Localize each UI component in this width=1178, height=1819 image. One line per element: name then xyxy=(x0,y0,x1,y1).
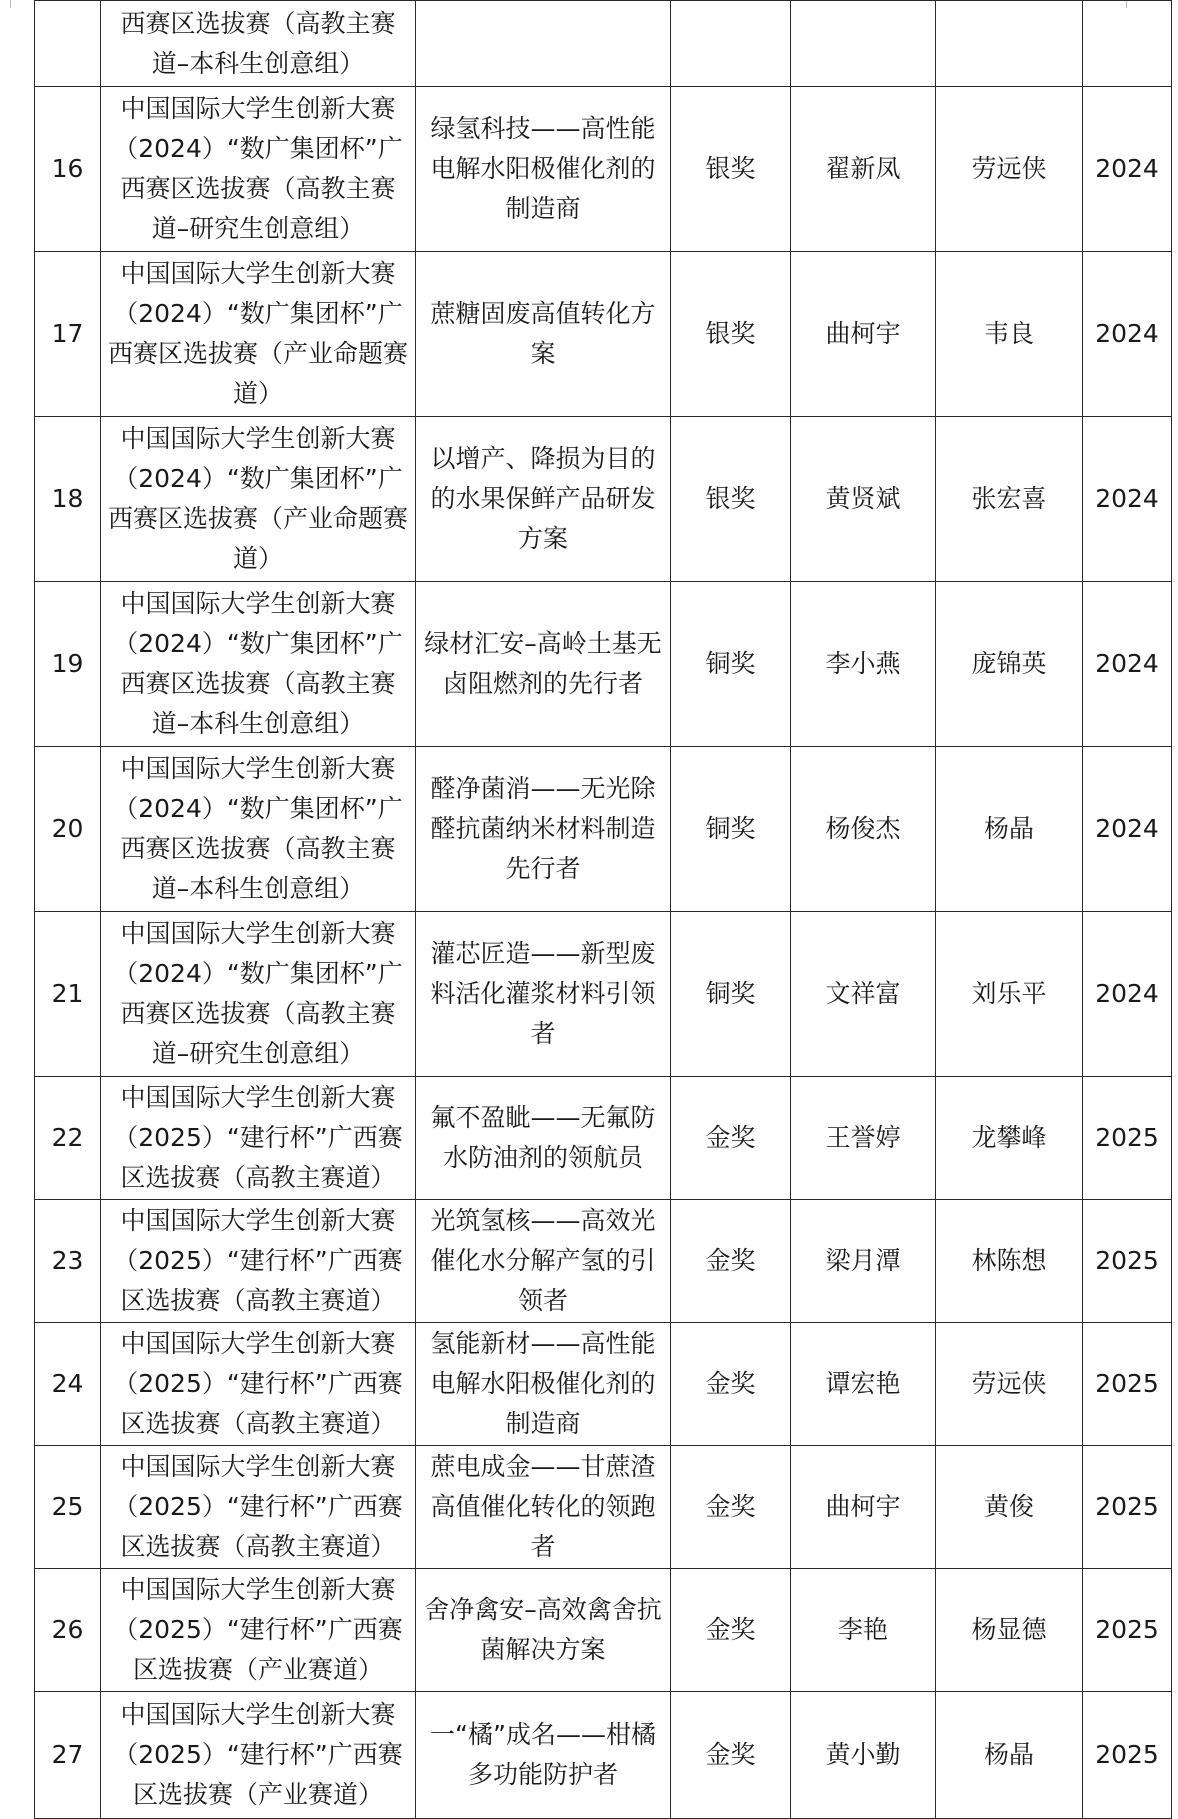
cell-year: 2024 xyxy=(1083,912,1172,1077)
cell-student: 杨俊杰 xyxy=(791,747,936,912)
cell-competition: 中国国际大学生创新大赛（2025）“建行杯”广西赛区选拔赛（高教主赛道） xyxy=(101,1077,416,1200)
cell-student xyxy=(791,1,936,87)
cell-student: 李小燕 xyxy=(791,582,936,747)
cell-no: 20 xyxy=(35,747,101,912)
cell-no: 25 xyxy=(35,1446,101,1569)
cell-student: 文祥富 xyxy=(791,912,936,1077)
cell-no: 21 xyxy=(35,912,101,1077)
cell-year: 2025 xyxy=(1083,1692,1172,1819)
cell-competition: 中国国际大学生创新大赛（2025）“建行杯”广西赛区选拔赛（产业赛道） xyxy=(101,1569,416,1692)
cell-teacher: 庞锦英 xyxy=(936,582,1083,747)
table-row xyxy=(35,87,1172,252)
table-row xyxy=(35,912,1172,1077)
cell-no: 26 xyxy=(35,1569,101,1692)
cell-teacher: 劳远侠 xyxy=(936,1323,1083,1446)
cell-student: 梁月潭 xyxy=(791,1200,936,1323)
cell-award: 银奖 xyxy=(671,417,791,582)
cell-student: 曲柯宇 xyxy=(791,1446,936,1569)
cell-teacher: 张宏喜 xyxy=(936,417,1083,582)
cell-award: 铜奖 xyxy=(671,912,791,1077)
cell-student: 王誉婷 xyxy=(791,1077,936,1200)
cell-no: 24 xyxy=(35,1323,101,1446)
cell-no xyxy=(35,1,101,87)
cell-no: 27 xyxy=(35,1692,101,1819)
cell-no: 19 xyxy=(35,582,101,747)
cell-competition: 中国国际大学生创新大赛（2024）“数广集团杯”广西赛区选拔赛（高教主赛道–本科生创意组） xyxy=(101,582,416,747)
cell-student: 李艳 xyxy=(791,1569,936,1692)
cell-year: 2025 xyxy=(1083,1077,1172,1200)
table-row xyxy=(35,1446,1172,1569)
cell-teacher xyxy=(936,1,1083,87)
cell-project: 舍净禽安–高效禽舍抗菌解决方案 xyxy=(416,1569,671,1692)
cell-competition: 中国国际大学生创新大赛（2025）“建行杯”广西赛区选拔赛（高教主赛道） xyxy=(101,1200,416,1323)
cell-teacher: 韦良 xyxy=(936,252,1083,417)
cell-project: 灌芯匠造——新型废料活化灌浆材料引领者 xyxy=(416,912,671,1077)
cell-student: 谭宏艳 xyxy=(791,1323,936,1446)
table-row xyxy=(35,252,1172,417)
cell-year: 2024 xyxy=(1083,417,1172,582)
cell-project: 蔗电成金——甘蔗渣高值催化转化的领跑者 xyxy=(416,1446,671,1569)
cell-competition: 中国国际大学生创新大赛（2025）“建行杯”广西赛区选拔赛（高教主赛道） xyxy=(101,1446,416,1569)
cell-competition: 中国国际大学生创新大赛（2025）“建行杯”广西赛区选拔赛（高教主赛道） xyxy=(101,1323,416,1446)
table-row xyxy=(35,582,1172,747)
table-row xyxy=(35,1692,1172,1819)
cell-teacher: 刘乐平 xyxy=(936,912,1083,1077)
cell-project: 醛净菌消——无光除醛抗菌纳米材料制造先行者 xyxy=(416,747,671,912)
cell-project: 绿氢科技——高性能电解水阳极催化剂的制造商 xyxy=(416,87,671,252)
cell-project: 一“橘”成名——柑橘多功能防护者 xyxy=(416,1692,671,1819)
cell-award: 银奖 xyxy=(671,252,791,417)
cell-award: 金奖 xyxy=(671,1446,791,1569)
cell-teacher: 杨晶 xyxy=(936,1692,1083,1819)
cell-project xyxy=(416,1,671,87)
cell-award: 银奖 xyxy=(671,87,791,252)
cell-competition: 中国国际大学生创新大赛（2024）“数广集团杯”广西赛区选拔赛（高教主赛道–本科生创意组） xyxy=(101,747,416,912)
cell-year: 2024 xyxy=(1083,582,1172,747)
table-row xyxy=(35,1200,1172,1323)
cell-competition: 中国国际大学生创新大赛（2024）“数广集团杯”广西赛区选拔赛（高教主赛道–研究生创意组） xyxy=(101,912,416,1077)
cell-competition: 中国国际大学生创新大赛（2024）“数广集团杯”广西赛区选拔赛（产业命题赛道） xyxy=(101,252,416,417)
cell-year: 2025 xyxy=(1083,1446,1172,1569)
table-row-continued xyxy=(35,1,1172,87)
cell-project: 光筑氢核——高效光催化水分解产氢的引领者 xyxy=(416,1200,671,1323)
cell-teacher: 黄俊 xyxy=(936,1446,1083,1569)
table-row xyxy=(35,1077,1172,1200)
cell-student: 黄贤斌 xyxy=(791,417,936,582)
cell-project: 绿材汇安–高岭土基无卤阻燃剂的先行者 xyxy=(416,582,671,747)
cell-award: 铜奖 xyxy=(671,582,791,747)
page-edge-mark xyxy=(10,0,11,8)
cell-year xyxy=(1083,1,1172,87)
cell-project: 蔗糖固废高值转化方案 xyxy=(416,252,671,417)
cell-student: 黄小勤 xyxy=(791,1692,936,1819)
cell-project: 氟不盈眦——无氟防水防油剂的领航员 xyxy=(416,1077,671,1200)
cell-year: 2024 xyxy=(1083,747,1172,912)
cell-award: 金奖 xyxy=(671,1569,791,1692)
cell-year: 2025 xyxy=(1083,1569,1172,1692)
cell-project: 氢能新材——高性能电解水阳极催化剂的制造商 xyxy=(416,1323,671,1446)
cell-award: 金奖 xyxy=(671,1323,791,1446)
cell-year: 2024 xyxy=(1083,252,1172,417)
cell-teacher: 劳远侠 xyxy=(936,87,1083,252)
cell-no: 18 xyxy=(35,417,101,582)
cell-competition: 西赛区选拔赛（高教主赛道–本科生创意组） xyxy=(101,1,416,87)
cell-award: 金奖 xyxy=(671,1692,791,1819)
cell-competition: 中国国际大学生创新大赛（2024）“数广集团杯”广西赛区选拔赛（产业命题赛道） xyxy=(101,417,416,582)
cell-no: 16 xyxy=(35,87,101,252)
cell-competition: 中国国际大学生创新大赛（2025）“建行杯”广西赛区选拔赛（产业赛道） xyxy=(101,1692,416,1819)
cell-competition: 中国国际大学生创新大赛（2024）“数广集团杯”广西赛区选拔赛（高教主赛道–研究生创意组） xyxy=(101,87,416,252)
table-row xyxy=(35,1569,1172,1692)
table-row xyxy=(35,417,1172,582)
cell-teacher: 林陈想 xyxy=(936,1200,1083,1323)
cell-project: 以增产、降损为目的的水果保鲜产品研发方案 xyxy=(416,417,671,582)
cell-teacher: 杨显德 xyxy=(936,1569,1083,1692)
cell-award xyxy=(671,1,791,87)
table-row xyxy=(35,747,1172,912)
cell-year: 2024 xyxy=(1083,87,1172,252)
cell-teacher: 龙攀峰 xyxy=(936,1077,1083,1200)
cell-year: 2025 xyxy=(1083,1200,1172,1323)
cell-student: 曲柯宇 xyxy=(791,252,936,417)
cell-year: 2025 xyxy=(1083,1323,1172,1446)
cell-no: 17 xyxy=(35,252,101,417)
cell-award: 金奖 xyxy=(671,1200,791,1323)
cell-teacher: 杨晶 xyxy=(936,747,1083,912)
awards-table xyxy=(34,0,1172,1819)
cell-no: 22 xyxy=(35,1077,101,1200)
cell-student: 翟新凤 xyxy=(791,87,936,252)
table-row xyxy=(35,1323,1172,1446)
cell-no: 23 xyxy=(35,1200,101,1323)
cell-award: 铜奖 xyxy=(671,747,791,912)
cell-award: 金奖 xyxy=(671,1077,791,1200)
